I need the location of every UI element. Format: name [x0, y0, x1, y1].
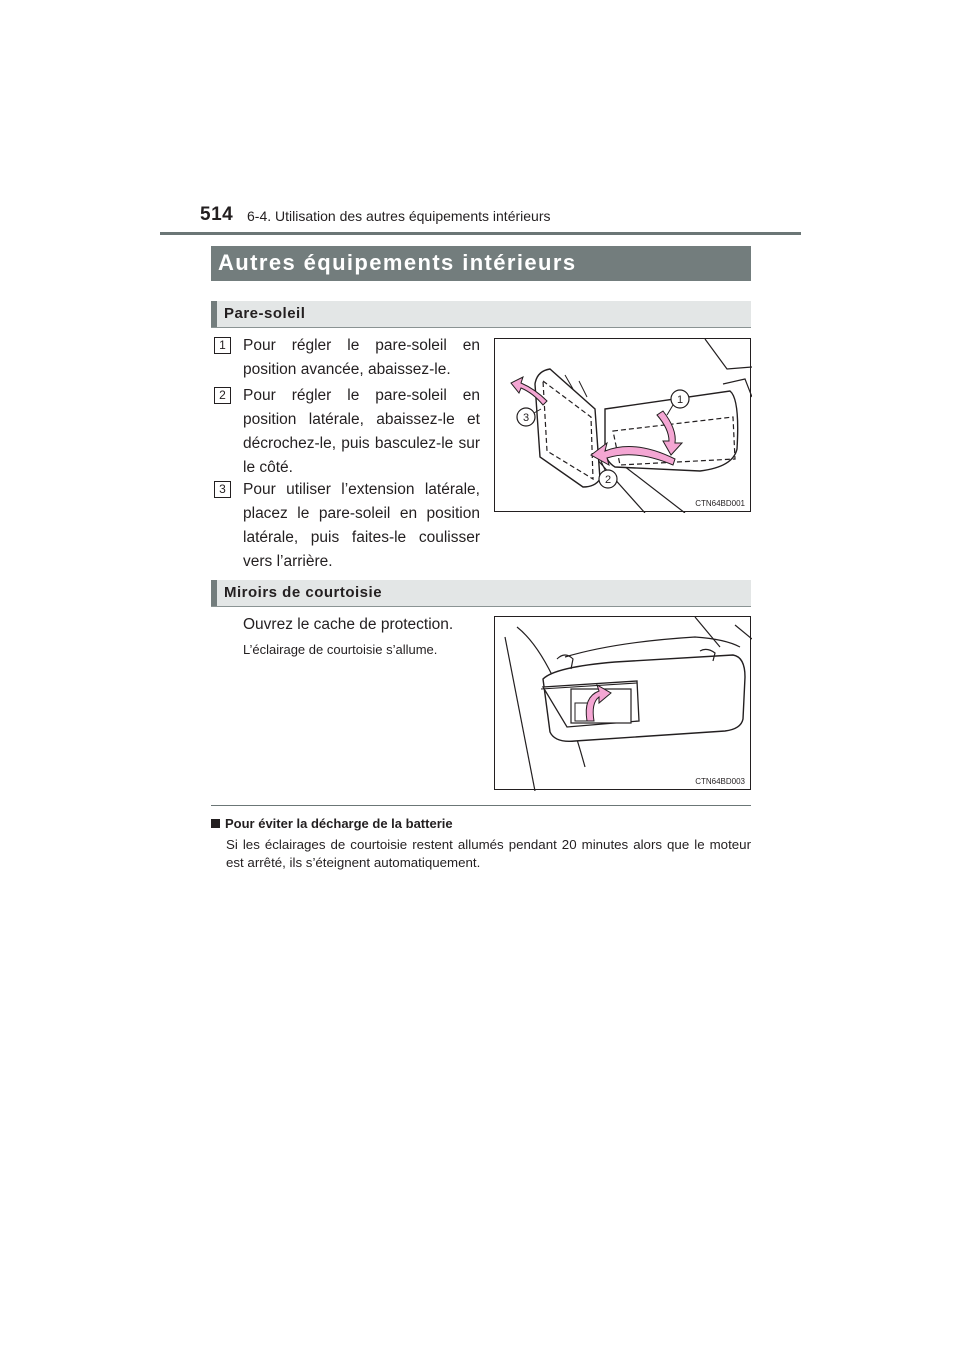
figure-code: CTN64BD003 — [695, 777, 745, 786]
step-text: Pour utiliser l’extension latérale, placez le pare-soleil en position latérale, puis faites-le coulisser vers l’arrière. — [243, 481, 480, 570]
vanity-mirror-illustration — [494, 616, 751, 790]
page-number: 514 — [200, 204, 234, 225]
instruction-subtext: L’éclairage de courtoisie s’allume. — [243, 642, 438, 657]
step-number: 3 — [214, 481, 231, 498]
subsection-sun-visor — [211, 301, 751, 328]
step-text: Pour régler le pare-soleil en position avancée, abaissez-le. — [243, 337, 480, 378]
step-2 — [214, 384, 480, 480]
chapter-title: 6-4. Utilisation des autres équipements intérieurs — [247, 208, 551, 224]
step-number: 2 — [214, 387, 231, 404]
subsection-title: Pare-soleil — [224, 305, 306, 322]
subsection-vanity-mirror — [211, 580, 751, 607]
section-title: Autres équipements intérieurs — [218, 250, 577, 275]
callout-3: 3 — [522, 412, 530, 424]
square-bullet-icon — [211, 819, 220, 828]
sun-visor-drawing — [495, 339, 752, 513]
subsection-title: Miroirs de courtoisie — [224, 584, 383, 601]
header-divider — [160, 232, 801, 235]
note-title: Pour éviter la décharge de la batterie — [225, 816, 453, 831]
step-1 — [214, 334, 480, 382]
callout-2: 2 — [604, 474, 612, 486]
step-3 — [214, 478, 480, 574]
sun-visor-illustration — [494, 338, 751, 512]
instruction-text: Ouvrez le cache de protection. — [243, 616, 454, 633]
step-text: Pour régler le pare-soleil en position latérale, abaissez-le et décrochez-le, puis basculez-le sur le côté. — [243, 387, 480, 476]
section-title-bar — [211, 246, 751, 281]
note-divider — [211, 805, 751, 806]
vanity-mirror-drawing — [495, 617, 752, 791]
step-number: 1 — [214, 337, 231, 354]
subsection-accent — [211, 580, 217, 606]
subsection-accent — [211, 301, 217, 327]
callout-1: 1 — [676, 394, 684, 406]
note-text: Si les éclairages de courtoisie restent allumés pendant 20 minutes alors que le moteur est arrêté, ils s’éteignent automatiquement. — [226, 837, 751, 870]
note-heading — [211, 816, 453, 831]
figure-code: CTN64BD001 — [695, 499, 745, 508]
